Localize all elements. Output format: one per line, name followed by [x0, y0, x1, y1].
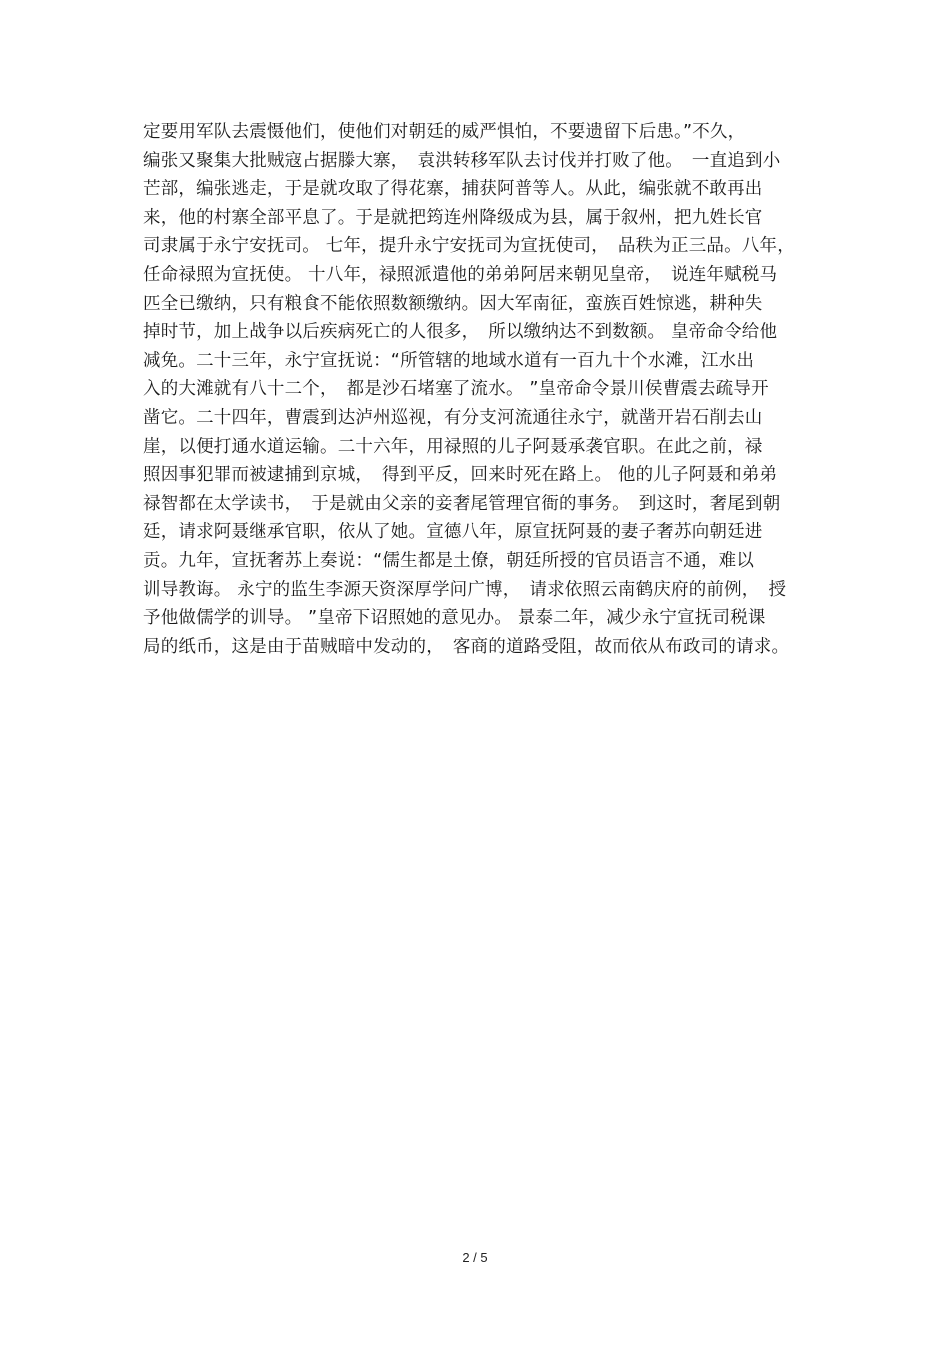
- text-line: 编张又聚集大批贼寇占据滕大寨， 袁洪转移军队去讨伐并打败了他。 一直追到小: [143, 150, 781, 171]
- text-line: 局的纸币，这是由于苗贼暗中发动的， 客商的道路受阻，故而依从布政司的请求。: [143, 636, 790, 657]
- text-line: 廷，请求阿聂继承官职，依从了她。宣德八年，原宣抚阿聂的妻子奢苏向朝廷进: [143, 522, 763, 543]
- text-line: 定要用军队去震慑他们，使他们对朝廷的威严惧怕，不要遗留下后患。”不久，: [143, 122, 746, 142]
- text-line: 匹全已缴纳，只有粮食不能依照数额缴纳。因大军南征，蛮族百姓惊逃，耕种失: [143, 293, 763, 314]
- text-line: 凿它。二十四年，曹震到达泸州巡视，有分支河流通往永宁，就凿开岩石削去山: [143, 407, 763, 428]
- text-line: 照因事犯罪而被逮捕到京城， 得到平反，回来时死在路上。 他的儿子阿聂和弟弟: [143, 465, 778, 486]
- text-line: 司隶属于永宁安抚司。 七年，提升永宁安抚司为宣抚使司， 品秩为正三品。八年，: [143, 236, 795, 257]
- text-line: 任命禄照为宣抚使。 十八年，禄照派遣他的弟弟阿居来朝见皇帝， 说连年赋税马: [143, 264, 778, 285]
- text-line: 崖，以便打通水道运输。二十六年，用禄照的儿子阿聂承袭官职。在此之前，禄: [143, 436, 763, 457]
- text-line: 来，他的村寨全部平息了。于是就把筠连州降级成为县，属于叙州，把九姓长官: [143, 207, 763, 228]
- body-text: [143, 118, 823, 661]
- text-line: 减免。二十三年，永宁宣抚说：“所管辖的地域水道有一百九十个水滩，江水出: [143, 350, 755, 371]
- text-line: 训导教诲。 永宁的监生李源天资深厚学问广博， 请求依照云南鹤庆府的前例， 授: [143, 579, 787, 600]
- text-line: 予他做儒学的训导。 ”皇帝下诏照她的意见办。 景泰二年，减少永宁宣抚司税课: [143, 608, 766, 629]
- text-line: 掉时节，加上战争以后疾病死亡的人很多， 所以缴纳达不到数额。 皇帝命令给他: [143, 322, 778, 343]
- text-line: 贡。九年，宣抚奢苏上奏说：“儒生都是土僚，朝廷所授的官员语言不通，难以: [143, 550, 755, 571]
- text-line: 入的大滩就有八十二个， 都是沙石堵塞了流水。 ”皇帝命令景川侯曹震去疏导开: [143, 379, 769, 400]
- text-line: 芒部，编张逃走，于是就攻取了得花寨，捕获阿普等人。从此，编张就不敢再出: [143, 179, 763, 200]
- text-line: 禄智都在太学读书， 于是就由父亲的妾奢尾管理官衙的事务。 到这时，奢尾到朝: [143, 493, 781, 514]
- page-number: 2 / 5: [462, 1250, 488, 1265]
